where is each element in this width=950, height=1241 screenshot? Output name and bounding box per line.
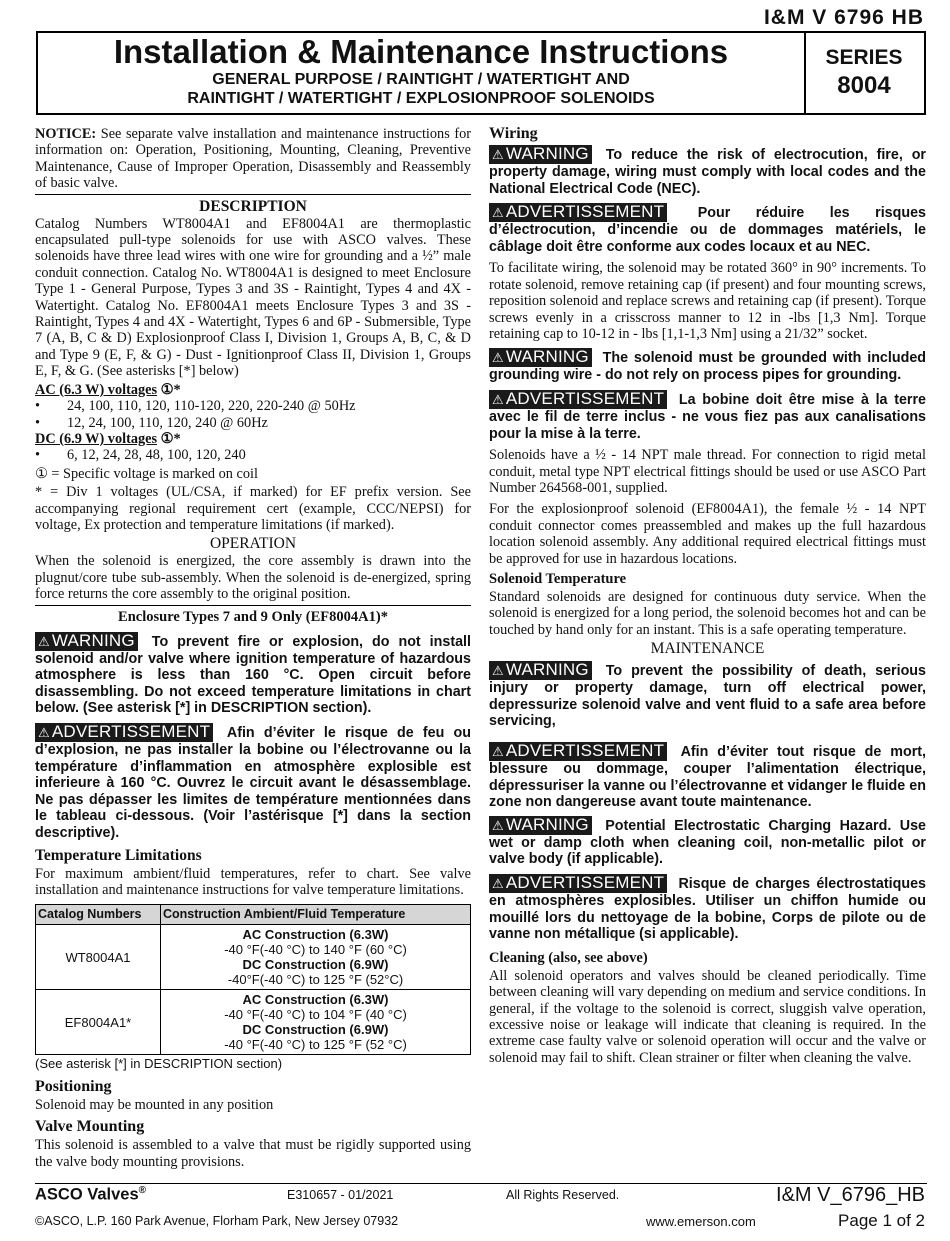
temperature-limitations-heading: Temperature Limitations [35,846,202,864]
warning-badge-label: WARNING [51,630,135,650]
solenoid-temperature-text: Standard solenoids are designed for continuous duty service. When the solenoid is energized for a long period, the solenoid becomes hot and can be touched by hand only for an instant. This is a safe operating temperature. [489,589,926,638]
advertissement-electrostatique [489,874,926,943]
ac-voltage-item: • 12, 24, 100, 110, 120, 240 @ 60Hz [35,415,471,431]
warning-triangle-icon: ⚠ [38,633,50,649]
ac-voltage-item: • 24, 100, 110, 120, 110-120, 220, 220-240 @ 50Hz [35,398,471,414]
warning-triangle-icon: ⚠ [492,876,504,891]
document-id-top: I&M V 6796 HB [763,6,924,29]
warning-badge-label: WARNING [505,347,589,367]
advertissement-feu-explosion [35,723,471,842]
warning-badge [489,348,592,367]
table-header-catalog: Catalog Numbers [36,905,161,925]
series-number: 8004 [837,72,891,99]
advertissement-badge [489,874,667,893]
cleaning-heading: Cleaning (also, see above) [489,949,648,966]
catalog-cell: WT8004A1 [36,925,161,990]
advertissement-text: Afin d’éviter le risque de feu ou d’explosion, ne pas installer la bobine ou l’électrovanne ou la température d’inflammation en atmosphère explosible est inferieure à 160 °C. Ouvrez le circuit avant le désassemblage. Ne pas dépasser les limites de température mentionnées dans le tableau ci-dessous. (Voir l’astérisque [*] dans la section descriptive). [35,724,471,841]
footer-page-number: Page 1 of 2 [838,1211,925,1230]
left-column [35,126,471,1172]
ac-construction-range: -40 °F(-40 °C) to 140 °F (60 °C) [224,942,407,958]
notice-paragraph [35,126,471,192]
advertissement-text: Pour réduire les risques d’électrocution, d’incendie ou de dommages matériels, le câblage doit être conforme aux codes locaux et au NEC. [489,205,926,255]
warning-badge [489,816,592,835]
positioning-text: Solenoid may be mounted in any position [35,1096,274,1113]
wiring-heading: Wiring [489,125,538,142]
warning-electrostatic [489,816,926,868]
title-area [38,33,806,113]
footer-brand-mark: ® [138,1185,147,1196]
advertissement-text: La bobine doit être mise à la terre avec le fil de terre inclus - ne vous fiez pas aux canalisations pour la mise à la terre. [489,392,926,442]
dc-voltage-item: • 6, 12, 24, 28, 48, 100, 120, 240 [35,447,471,463]
description-heading: DESCRIPTION [199,197,307,215]
table-header-temperature: Construction Ambient/Fluid Temperature [161,905,471,925]
warning-badge [489,661,592,680]
enclosure-heading: Enclosure Types 7 and 9 Only (EF8004A1)* [35,605,471,626]
voltage-note-2: * = Div 1 voltages (UL/CSA, if marked) for EF prefix version. See accompanying regional requirement cert (example, CCC/NEPSI) for voltage, Ex protection and temperature limitations (if marked). [35,484,471,533]
notice-label: NOTICE: [35,126,97,142]
warning-text: To reduce the risk of electrocution, fire, or property damage, wiring must comply with local codes and the National Electrical Code (NEC). [489,147,926,197]
ac-heading-marks: ①* [157,381,181,398]
dc-construction-range: -40 °F(-40 °C) to 125 °F (52 °C) [224,1037,407,1053]
page-title: Installation & Maintenance Instructions [113,33,729,70]
advertissement-maintenance [489,742,926,811]
title-block [36,31,926,115]
warning-badge [35,632,138,651]
notice-text: See separate valve installation and maintenance instructions for information on: Operation, Positioning, Mounting, Cleaning, Preventive Maintenance, Cause of Improper Operation, Disassembly and Reassembly of basic valve. [35,126,471,192]
warning-badge [489,145,592,164]
warning-triangle-icon: ⚠ [492,147,504,162]
warning-text: The solenoid must be grounded with included grounding wire - do not rely on process pipes for grounding. [489,350,926,384]
warning-triangle-icon: ⚠ [492,663,504,679]
warning-wiring [489,145,926,197]
subtitle-line-1: GENERAL PURPOSE / RAINTIGHT / WATERTIGHT AND [212,71,630,88]
ac-construction-range: -40 °F(-40 °C) to 104 °F (40 °C) [224,1007,407,1023]
warning-triangle-icon: ⚠ [492,205,504,221]
temperature-cell [161,990,471,1055]
advertissement-text: Risque de charges électrostatiques en atmosphères explosibles. Utiliser un chiffon humide ou mouillé lors du nettoyage de la bobine, Corps de pilote ou de vanne non métallique (si applicable). [489,876,926,943]
advertissement-badge-label: ADVERTISSEMENT [505,873,665,892]
advertissement-badge [489,742,667,761]
warning-triangle-icon: ⚠ [492,392,504,407]
warning-triangle-icon: ⚠ [492,744,504,760]
advertissement-badge-label: ADVERTISSEMENT [51,721,211,741]
description-text: Catalog Numbers WT8004A1 and EF8004A1 are thermoplastic encapsulated pull-type solenoids for use with ASCO valves. These solenoids have three lead wires with one wire for grounding and a ½” male conduit connection. Catalog No. WT8004A1 is designed to meet Enclosure Type 1 - General Purpose, Types 3 and 3S - Raintight, Types 4 and 4X - Watertight. Catalog No. EF8004A1 meets Enclosure Types 3 and 3S - Raintight, Types 4 and 4X - Watertight, Types 6 and 6P - Submersible, Type 7 (A, B, C & D) Explosionproof Class I, Division 1, Groups A, B, C, & D and Type 9 (E, F, & G) - Dust - Ignitionproof Class II, Division 1, Groups E, F, & G. (See asterisks [*] below) [35,215,471,380]
table-header-row [36,905,471,925]
warning-triangle-icon: ⚠ [492,817,504,833]
ac-construction-title: AC Construction (6.3W) [242,927,389,943]
ac-heading-label: AC (6.3 W) voltages [35,381,158,398]
dc-construction-title: DC Construction (6.9W) [242,1022,389,1038]
table-note: (See asterisk [*] in DESCRIPTION section) [35,1056,283,1072]
dc-voltage-list [35,447,471,463]
warning-fire-explosion [35,632,471,717]
footer-doc-code: E310657 - 01/2021 [287,1188,394,1202]
warning-servicing [489,661,926,730]
dc-heading-label: DC (6.9 W) voltages [35,430,158,447]
dc-construction-title: DC Construction (6.9W) [242,957,389,973]
valve-mounting-heading: Valve Mounting [35,1118,145,1136]
warning-grounding [489,348,926,384]
warning-badge-label: WARNING [505,660,589,680]
notice-divider [35,194,471,195]
table-row [36,925,471,990]
warning-text: To prevent fire or explosion, do not install solenoid and/or valve where ignition temperature of hazardous atmosphere is less than 160 °C. Open circuit before disassembling. Do not exceed temperature limitations in chart below. (See asterisk [*] in DESCRIPTION section). [35,633,471,717]
advertissement-badge-label: ADVERTISSEMENT [505,202,665,222]
warning-badge-label: WARNING [505,144,589,163]
ac-voltages-heading [35,382,471,398]
temperature-cell [161,925,471,990]
dc-heading-marks: ①* [157,430,181,447]
warning-triangle-icon: ⚠ [38,724,50,740]
advertissement-badge [489,203,667,222]
solenoid-temperature-heading: Solenoid Temperature [489,571,627,588]
cleaning-text: All solenoid operators and valves should be cleaned periodically. Time between cleaning will vary depending on medium and service conditions. In general, if the voltage to the solenoid is correct, sluggish valve operation, excessive noise or leakage will indicate that cleaning is required. In the extreme case faulty valve or solenoid operation will occur and the valve or solenoid may fail to shift. Clean strainer or filter when cleaning the valve. [489,967,926,1066]
operation-heading: OPERATION [209,535,297,553]
advertissement-badge-label: ADVERTISSEMENT [505,389,665,408]
maintenance-heading: MAINTENANCE [650,640,765,658]
ac-voltage-list [35,398,471,431]
wiring-text: To facilitate wiring, the solenoid may be rotated 360° in 90° increments. To rotate solenoid, remove retaining cap (if present) and four mounting screws, reposition solenoid and replace screws and retaining cap (if present). Torque screws evenly in a crisscross manner to 12 in -lbs [1,3 Nm]. Torque retaining cap to 10-12 in - lbs [1,1-1,3 Nm] using a 21/32” socket. [489,260,926,342]
temperature-limitations-text: For maximum ambient/fluid temperatures, refer to chart. See valve installation and maintenance instructions for valve temperature limitations. [35,865,471,898]
footer-doc-id: I&M V_6796_HB [776,1184,925,1206]
series-box [804,33,924,113]
right-column [489,126,926,1068]
footer-brand [35,1185,146,1205]
warning-triangle-icon: ⚠ [492,350,504,366]
advertissement-badge [35,723,213,742]
temperature-table [35,904,471,1055]
footer-row-1 [35,1183,927,1210]
warning-text: To prevent the possibility of death, serious injury or property damage, turn off electrical power, depressurize solenoid valve and vent fluid to a safe area before servicing, [489,663,926,730]
ac-construction-title: AC Construction (6.3W) [242,992,389,1008]
warning-badge-label: WARNING [505,814,589,834]
dc-voltages-heading [35,431,471,447]
warning-text: Potential Electrostatic Charging Hazard. Use wet or damp cloth when cleaning coil, non-metallic pilot or valve body (if applicable). [489,817,926,868]
operation-text: When the solenoid is energized, the core assembly is drawn into the plugnut/core tube sub-assembly. When the solenoid is de-energized, spring force returns the core assembly to the original position. [35,553,471,603]
dc-construction-range: -40°F(-40 °C) to 125 °F (52°C) [227,972,404,988]
table-row [36,990,471,1055]
footer-address: ©ASCO, L.P. 160 Park Avenue, Florham Park, New Jersey 07932 [35,1214,399,1228]
advertissement-badge-label: ADVERTISSEMENT [505,741,665,761]
footer-rights: All Rights Reserved. [506,1188,620,1202]
catalog-cell: EF8004A1* [36,990,161,1055]
thread-text: Solenoids have a ½ - 14 NPT male thread. For connection to rigid metal conduit, metal type NPT electrical fittings should be used or use ASCO Part Number 264568-001, supplied. [489,447,926,496]
voltage-note-1: ① = Specific voltage is marked on coil [35,465,258,482]
footer-website-link[interactable]: www.emerson.com [646,1214,756,1229]
advertissement-mise-a-la-terre [489,390,926,442]
subtitle-line-2: RAINTIGHT / WATERTIGHT / EXPLOSIONPROOF SOLENOIDS [187,90,655,107]
advertissement-cablage [489,203,926,255]
footer-row-2 [35,1211,927,1237]
positioning-heading: Positioning [35,1077,112,1095]
advertissement-text: Afin d’éviter tout risque de mort, blessure ou dommage, couper l’alimentation électrique, dépressuriser la vanne ou l’électrovanne et vidanger le fluide en zone non dangereuse avant toute maintenance. [489,744,926,811]
explosionproof-text: For the explosionproof solenoid (EF8004A1), the female ½ - 14 NPT conduit connector comes preassembled and makes up the full hazardous location solenoid assembly. Any additional required electrical fittings must be approved for use in hazardous locations. [489,501,926,567]
series-label: SERIES [825,46,903,69]
valve-mounting-text: This solenoid is assembled to a valve that must be rigidly supported using the valve body mounting provisions. [35,1137,471,1170]
footer-brand-name: ASCO Valves [35,1185,139,1204]
advertissement-badge [489,390,667,409]
